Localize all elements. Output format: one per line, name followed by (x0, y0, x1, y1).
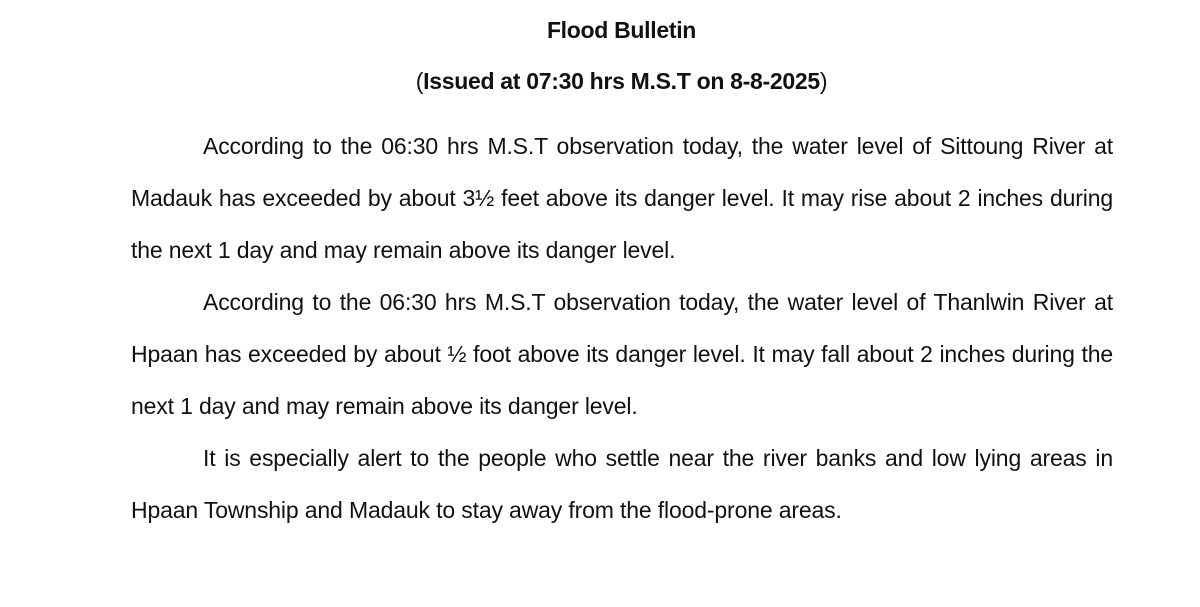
issued-close-paren: ) (819, 68, 828, 94)
paragraph-thanlwin: According to the 06:30 hrs M.S.T observation today, the water level of Thanlwin River at Hpaan has exceeded by about ½ foot above its danger level. It may fall about 2 inches during the next 1 day and may remain above its danger level. (131, 289, 1113, 419)
issued-open-paren: ( (415, 68, 424, 94)
bulletin-body (131, 120, 1113, 536)
paragraph-sittoung: According to the 06:30 hrs M.S.T observation today, the water level of Sittoung River at Madauk has exceeded by about 3½ feet above its danger level. It may rise about 2 inches during the next 1 day and may remain above its danger level. (131, 133, 1113, 263)
issued-time-text: Issued at 07:30 hrs M.S.T on 8-8-2025 (423, 68, 820, 94)
paragraph-alert: It is especially alert to the people who settle near the river banks and low lying areas in Hpaan Township and Madauk to stay away from the flood-prone areas. (131, 445, 1113, 523)
bulletin-title: Flood Bulletin (546, 17, 697, 43)
bulletin-issued-line (0, 64, 1200, 98)
